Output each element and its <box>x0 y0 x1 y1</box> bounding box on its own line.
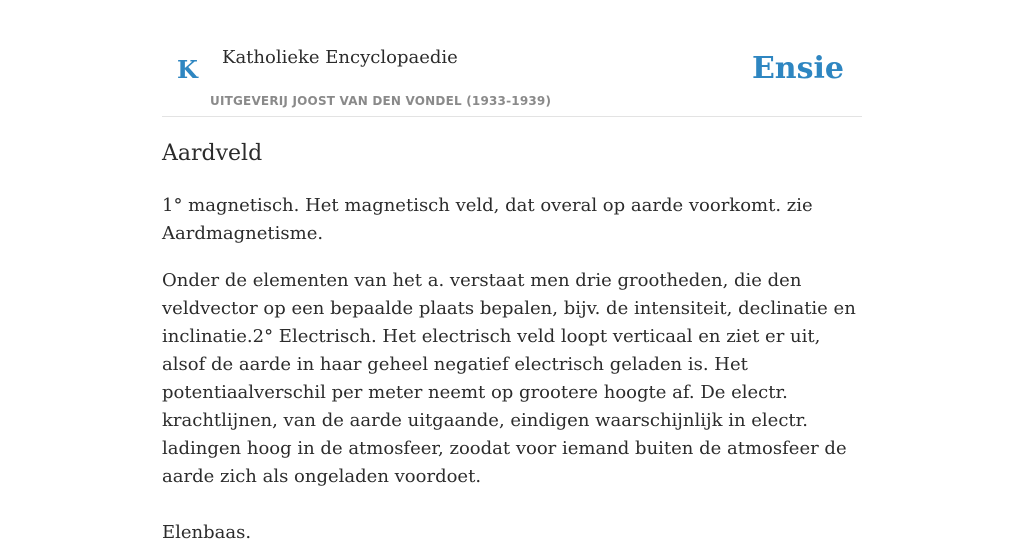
encyclopedia-logo[interactable]: K <box>177 55 198 84</box>
article <box>162 138 862 547</box>
ensie-brand-link[interactable]: Ensie <box>751 51 844 86</box>
article-paragraph: Onder de elementen van het a. verstaat men drie grootheden, die den veldvector op een bepaalde plaats bepalen, bijv. de intensiteit, declinatie en inclinatie.2° Electrisch. Het electrisch veld loopt verticaal en ziet er uit, alsof de aarde in haar geheel negatief electrisch geladen is. Het potentiaalverschil per meter neemt op grootere hoogte af. De electr. krachtlijnen, van de aarde uitgaande, eindigen waarschijnlijk in electr. ladingen hoog in de atmosfeer, zoodat voor iemand buiten de atmosfeer de aarde zich als ongeladen voordoet. <box>162 270 856 487</box>
encyclopedia-title[interactable]: Katholieke Encyclopaedie <box>222 47 458 68</box>
article-title: Aardveld <box>162 141 263 166</box>
publisher-label: UITGEVERIJ JOOST VAN DEN VONDEL (1933-1939) <box>210 94 552 108</box>
article-paragraph: 1° magnetisch. Het magnetisch veld, dat overal op aarde voorkomt. zie Aardmagnetisme. <box>162 195 813 244</box>
site-header <box>162 0 862 117</box>
article-author: Elenbaas. <box>162 522 252 543</box>
